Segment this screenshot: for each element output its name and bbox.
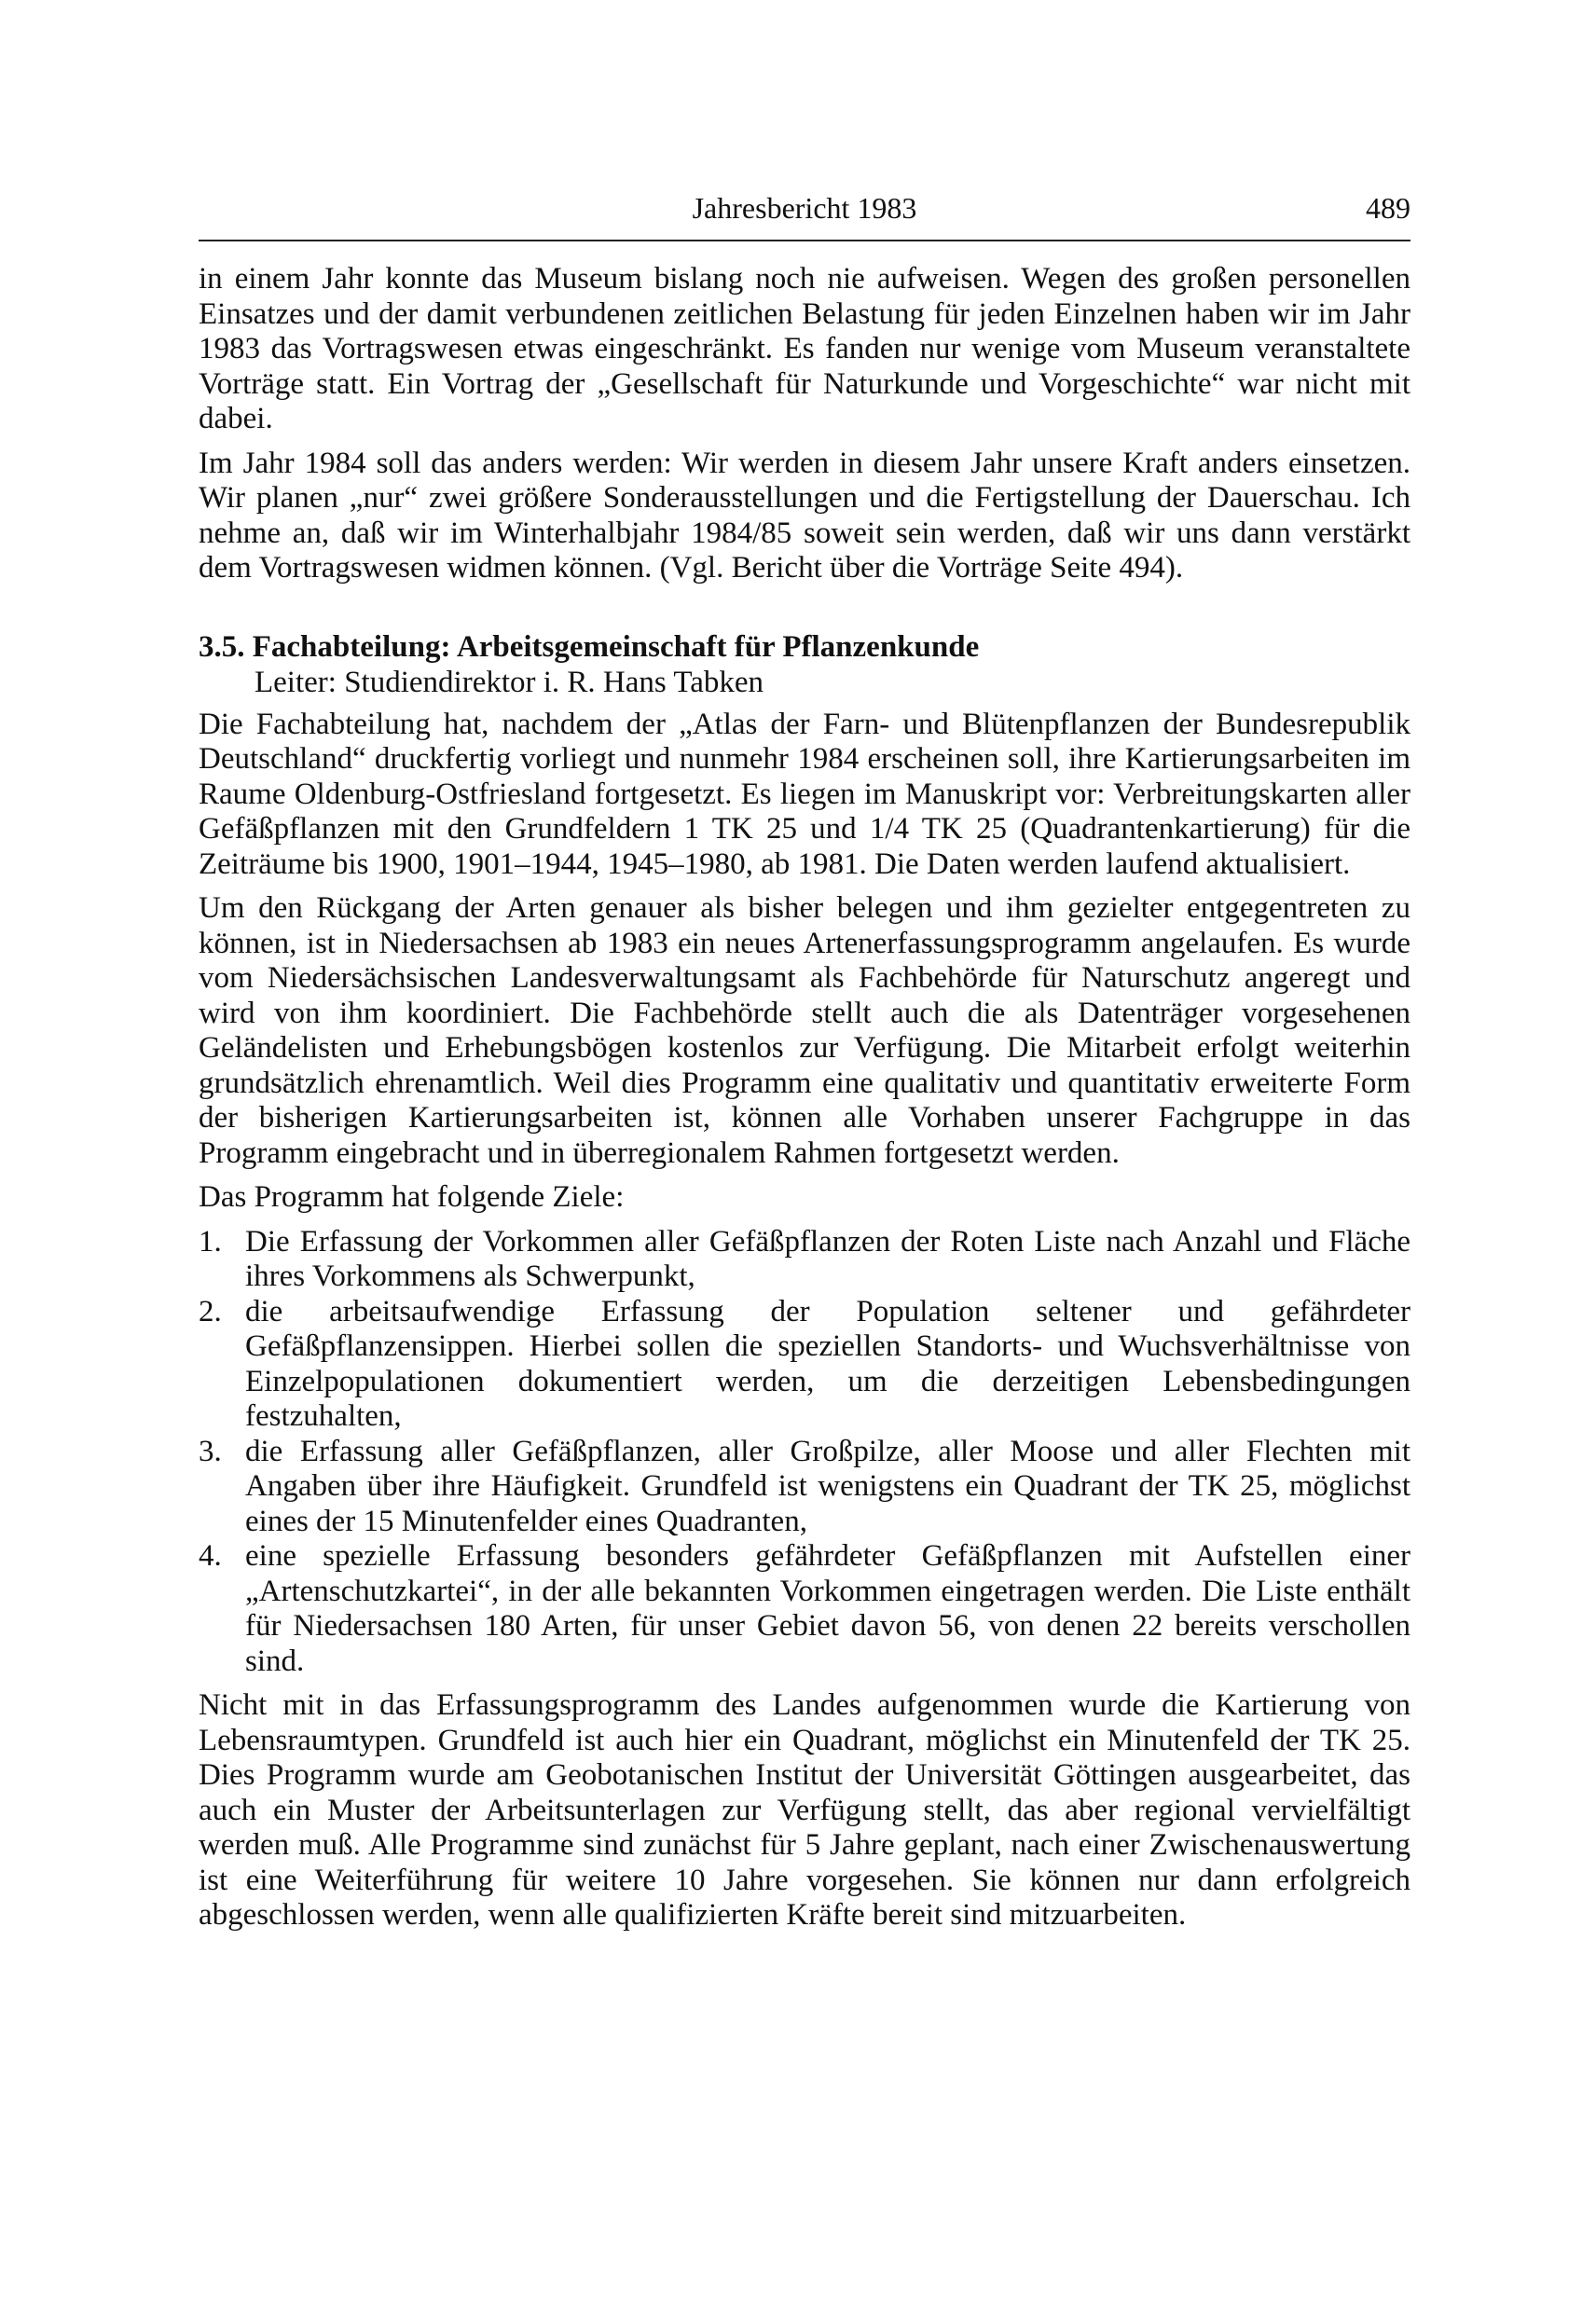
document-page (199, 191, 1410, 1943)
section-subheading: Leiter: Studiendirektor i. R. Hans Tabken (255, 665, 764, 699)
running-head (199, 191, 1410, 240)
list-item (199, 1295, 1410, 1435)
list-item-text: die arbeitsaufwendige Erfassung der Population seltener und gefährdeter Gefäßpflanzensippen. Hierbei sollen die speziellen Standorts- und Wuchsverhältnisse von Einzelpopulationen dokumentiert werden, um die derzeitigen Lebensbedingungen festzuhalten, (245, 1294, 1410, 1433)
paragraph-closing: Nicht mit in das Erfassungsprogramm des Landes aufgenommen wurde die Kartierung von Lebensraumtypen. Grundfeld ist auch hier ein Quadrant, möglichst ein Minutenfeld der TK 25. Dies Programm wurde am Geobotanischen Institut der Universität Göttingen ausgearbeitet, das auch ein Muster der Arbeitsunterlagen zur Verfügung stellt, das aber regional vervielfältigt werden muß. Alle Programme sind zunächst für 5 Jahre geplant, nach einer Zwischenauswertung ist eine Weiterführung für weitere 10 Jahre vorgesehen. Sie können nur dann erfolgreich abgeschlossen werden, wenn alle qualifizierten Kräfte bereit sind mitzuarbeiten. (199, 1688, 1410, 1932)
list-item-text: eine spezielle Erfassung besonders gefährdeter Gefäßpflanzen mit Aufstellen einer „Artenschutzkartei“, in der alle bekannten Vorkommen eingetragen werden. Die Liste enthält für Niedersachsen 180 Arten, für unser Gebiet davon 56, von denen 22 bereits verschollen sind. (245, 1539, 1410, 1678)
list-item-number: 2. (199, 1294, 222, 1328)
paragraph-section-2: Um den Rückgang der Arten genauer als bisher belegen und ihm gezielter entgegentreten zu können, ist in Niedersachsen ab 1983 ein neues Artenerfassungsprogramm angelaufen. Es wurde vom Niedersächsischen Landesverwaltungsamt als Fachbehörde für Naturschutz angeregt und wird von ihm koordiniert. Die Fachbehörde stellt auch die als Datenträger vorgesehenen Geländelisten und Erhebungsbögen kostenlos zur Verfügung. Die Mitarbeit erfolgt weiterhin grundsätzlich ehrenamtlich. Weil dies Programm eine qualitativ und quantitativ erweiterte Form der bisherigen Kartierungsarbeiten ist, können alle Vorhaben unserer Fachgruppe in das Programm eingebracht und in überregionalem Rahmen fortgesetzt werden. (199, 891, 1410, 1170)
page-number: 489 (1366, 191, 1410, 225)
list-item-number: 3. (199, 1434, 222, 1468)
list-item-number: 4. (199, 1539, 222, 1573)
paragraph-intro-1: in einem Jahr konnte das Museum bislang noch nie aufweisen. Wegen des großen personellen Einsatzes und der damit verbundenen zeitlichen Belastung für jeden Einzelnen haben wir im Jahr 1983 das Vortragswesen etwas eingeschränkt. Es fanden nur wenige vom Museum veranstaltete Vorträge statt. Ein Vortrag der „Gesellschaft für Naturkunde und Vorgeschichte“ war nicht mit dabei. (199, 262, 1410, 435)
list-item-text: Die Erfassung der Vorkommen aller Gefäßpflanzen der Roten Liste nach Anzahl und Fläche ihres Vorkommens als Schwerpunkt, (245, 1224, 1410, 1293)
goals-list (199, 1225, 1410, 1680)
section-3-5 (199, 629, 1410, 700)
header-rule (199, 240, 1410, 241)
list-item (199, 1225, 1410, 1295)
paragraph-intro-2: Im Jahr 1984 soll das anders werden: Wir werden in diesem Jahr unsere Kraft anders einsetzen. Wir planen „nur“ zwei größere Sonderausstellungen und die Fertigstellung der Dauerschau. Ich nehme an, daß wir im Winterhalbjahr 1984/85 soweit sein werden, daß wir uns dann verstärkt dem Vortragswesen widmen können. (Vgl. Bericht über die Vorträge Seite 494). (199, 446, 1410, 585)
list-item-text: die Erfassung aller Gefäßpflanzen, aller Großpilze, aller Moose und aller Flechten mit Angaben über ihre Häufigkeit. Grundfeld ist wenigstens ein Quadrant der TK 25, möglichst eines der 15 Minutenfelder eines Quadranten, (245, 1434, 1410, 1538)
paragraph-section-1: Die Fachabteilung hat, nachdem der „Atlas der Farn- und Blütenpflanzen der Bundesrepublik Deutschland“ druckfertig vorliegt und nunmehr 1984 erscheinen soll, ihre Kartierungsarbeiten im Raume Oldenburg-Ostfriesland fortgesetzt. Es liegen im Manuskript vor: Verbreitungskarten aller Gefäßpflanzen mit den Grundfeldern 1 TK 25 und 1/4 TK 25 (Quadrantenkartierung) für die Zeiträume bis 1900, 1901–1944, 1945–1980, ab 1981. Die Daten werden laufend aktualisiert. (199, 707, 1410, 881)
list-item (199, 1539, 1410, 1679)
section-heading: 3.5. Fachabteilung: Arbeitsgemeinschaft für Pflanzenkunde (199, 629, 980, 664)
paragraph-section-3: Das Programm hat folgende Ziele: (199, 1180, 625, 1214)
list-item (199, 1435, 1410, 1540)
running-head-title: Jahresbericht 1983 (692, 191, 917, 225)
list-item-number: 1. (199, 1224, 222, 1259)
